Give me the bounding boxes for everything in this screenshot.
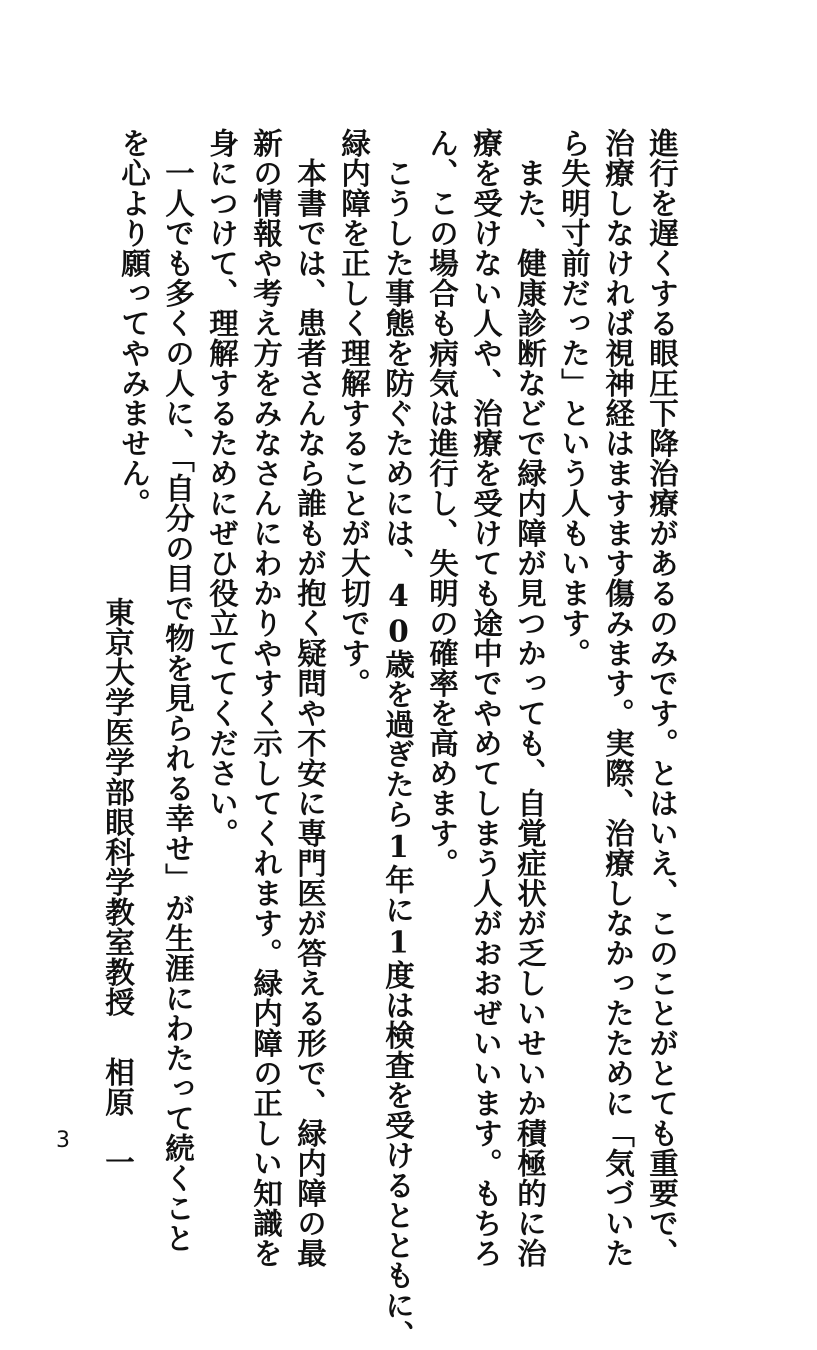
author-name: 相原 一 [101, 1057, 136, 1177]
text-column-12: 一人でも多くの人に、「自分の目で物を見られる幸せ」が生涯にわたって続くこと [161, 158, 196, 1254]
text-column-10: 新の情報や考え方をみなさんにわかりやすく示してくれます。緑内障の正しい知識を [249, 128, 284, 1268]
text-column-13: を心より願ってやみません。 [117, 128, 152, 518]
text-column-2: 治療しなければ視神経はますます傷みます。実際、治療しなかったために「気づいた [601, 128, 636, 1268]
author-affiliation: 東京大学医学部眼科学教室教授 [101, 597, 136, 1017]
text-column-8: 緑内障を正しく理解することが大切です。 [337, 128, 372, 698]
text-column-7: こうした事態を防ぐためには、40歳を過ぎたら1年に1度は検査を受けるとともに、 [381, 158, 416, 1350]
text-column-11: 身につけて、理解するためにぜひ役立ててください。 [205, 128, 240, 848]
text-column-3: ら失明寸前だった」という人もいます。 [557, 128, 592, 668]
author-signature [96, 597, 140, 1177]
text-column-9: 本書では、患者さんなら誰もが抱く疑問や不安に専門医が答える形で、緑内障の最 [293, 158, 328, 1268]
text-column-6: ん、この場合も病気は進行し、失明の確率を高めます。 [425, 128, 460, 878]
text-column-1: 進行を遅くする眼圧下降治療があるのみです。とはいえ、このことがとても重要で、 [645, 128, 680, 1268]
text-column-4: また、健康診断などで緑内障が見つかっても、自覚症状が乏しいせいか積極的に治 [513, 158, 548, 1268]
page-number: 3 [56, 1128, 70, 1153]
text-column-5: 療を受けない人や、治療を受けても途中でやめてしまう人がおおぜいいます。もちろ [469, 128, 504, 1268]
